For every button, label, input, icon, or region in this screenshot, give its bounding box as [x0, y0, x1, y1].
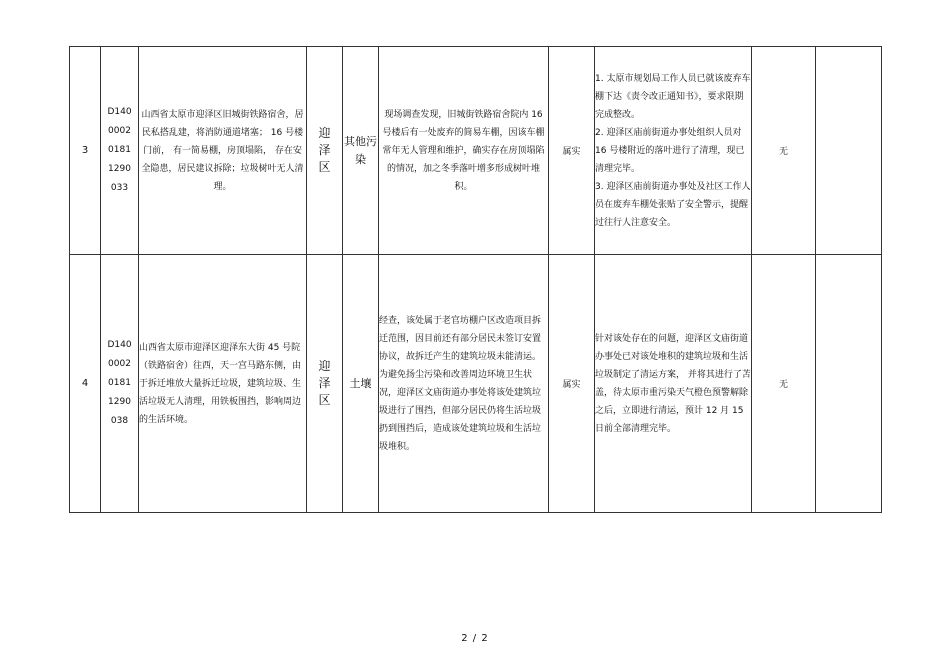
district-text: 迎泽区	[318, 126, 331, 174]
remark-cell	[816, 47, 882, 255]
district-cell	[307, 47, 343, 255]
case-code	[101, 47, 139, 255]
pollution-category: 其他污染	[343, 47, 379, 255]
complaint-table	[69, 46, 882, 513]
handling-measures	[595, 47, 752, 255]
verification-status: 属实	[549, 47, 595, 255]
handling-item: 针对该处存在的问题，迎泽区文庙街道办事处已对该处堆积的建筑垃圾和生活垃圾制定了清运方案， 并将其进行了苫盖，待太原市重污染天气橙色预警解除之后，立即进行清运，预计 12 月 15 日前全部清理完毕。	[595, 333, 751, 434]
handling-item: 3. 迎泽区庙前街道办事处及社区工作人员在废弃车棚处张贴了安全警示，提醒过往行人注意安全。	[595, 181, 751, 228]
case-code-text: D140 0002 0181 1290 033	[107, 107, 132, 193]
table-row	[70, 255, 882, 513]
row-number: 3	[70, 47, 101, 255]
investigation-result: 经查，该处属于老官坊棚户区改造项目拆迁范围，因目前还有部分居民未签订安置协议，故拆迁产生的建筑垃圾未能清运。为避免扬尘污染和改善周边环境卫生状况，迎泽区文庙街道办事处将该处建筑垃圾进行了围挡，但部分居民仍将生活垃圾扔到围挡后，造成该处建筑垃圾和生活垃圾堆积。	[379, 255, 549, 513]
pollution-category: 土壤	[343, 255, 379, 513]
handling-item: 1. 太原市规划局工作人员已就该废弃车棚下达《责令改正通知书》，要求限期完成整改。	[595, 73, 751, 120]
complaint-description: 山西省太原市迎泽区旧城街铁路宿舍，居民私搭乱建，将消防通道堵塞； 16 号楼门前， 有一简易棚，房顶塌陷， 存在安全隐患，居民建议拆除；垃圾树叶无人清理。	[139, 47, 307, 255]
case-code-text: D140 0002 0181 1290 038	[107, 340, 132, 426]
district-cell	[307, 255, 343, 513]
handling-measures	[595, 255, 752, 513]
accountability-cell: 无	[752, 255, 816, 513]
remark-cell	[816, 255, 882, 513]
verification-status: 属实	[549, 255, 595, 513]
handling-item: 2. 迎泽区庙前街道办事处组织人员对 16 号楼附近的落叶进行了清理，现已清理完毕。	[595, 127, 745, 174]
district-text: 迎泽区	[318, 359, 331, 407]
row-number: 4	[70, 255, 101, 513]
page-indicator: 2 / 2	[461, 633, 489, 644]
accountability-cell: 无	[752, 47, 816, 255]
table-row	[70, 47, 882, 255]
complaint-description: 山西省太原市迎泽区迎泽东大街 45 号院（铁路宿舍）往西，天一宫马路东侧，由于拆迁堆放大量拆迁垃圾，建筑垃圾、生活垃圾无人清理，用铁板围挡，影响周边的生活环境。	[139, 255, 307, 513]
investigation-result: 现场调查发现，旧城街铁路宿舍院内 16 号楼后有一处废弃的简易车棚，因该车棚常年无人管理和维护，确实存在房顶塌陷的情况，加之冬季落叶增多形成树叶堆积。	[379, 47, 549, 255]
case-code	[101, 255, 139, 513]
